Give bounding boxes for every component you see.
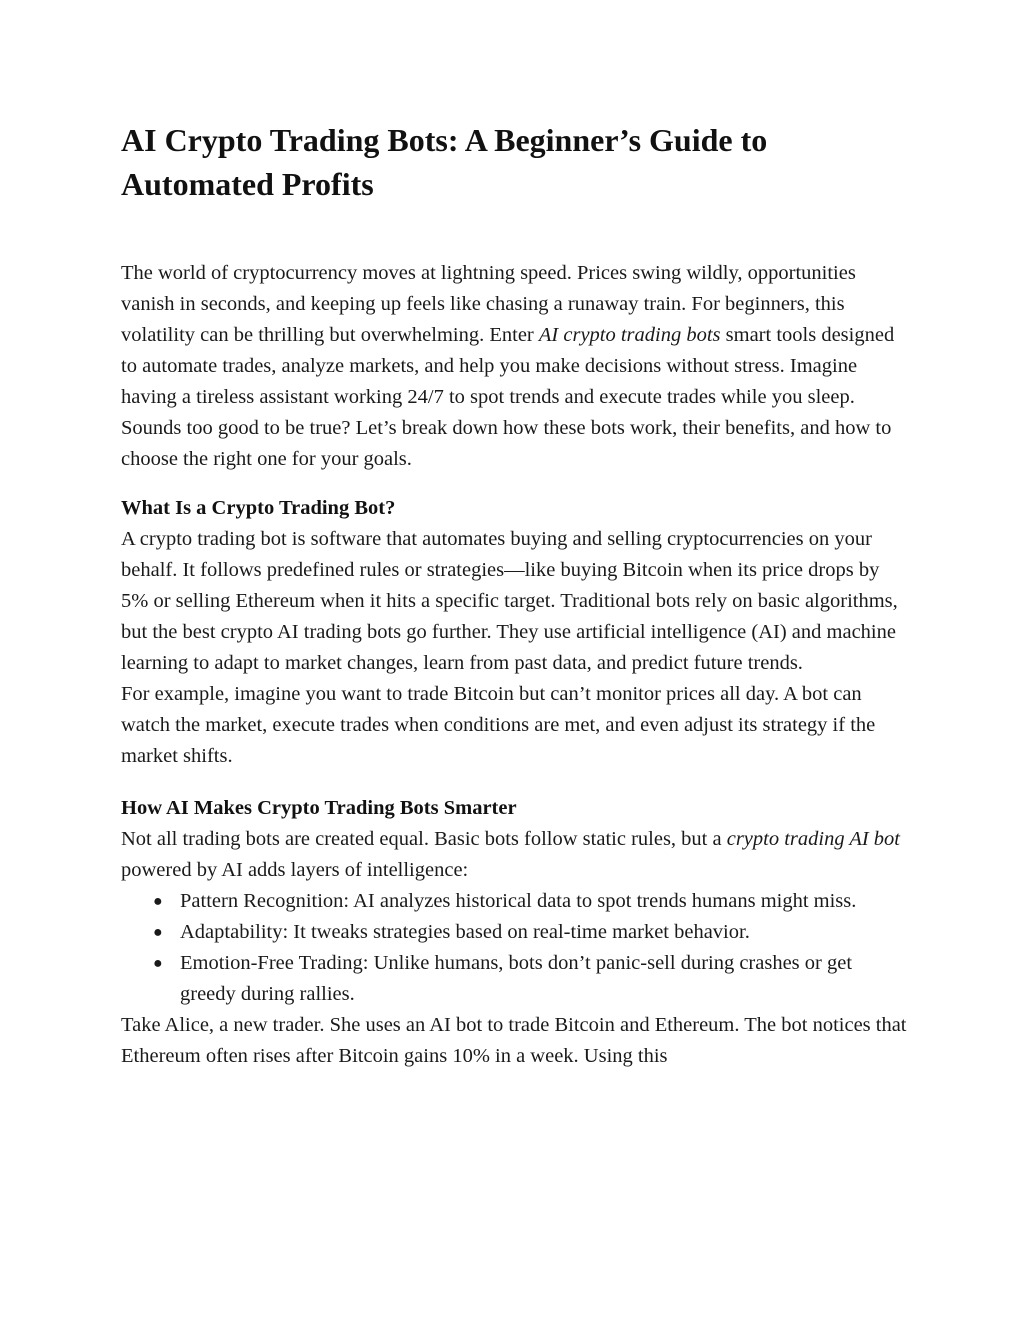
page-title: AI Crypto Trading Bots: A Beginner’s Guide to Automated Profits: [121, 122, 768, 202]
section2-intro-start: Not all trading bots are created equal. Basic bots follow static rules, but a: [121, 828, 727, 850]
section2-keyword: crypto trading AI bot: [726, 828, 901, 850]
section2-intro-end: powered by AI adds layers of intelligence:: [121, 859, 469, 881]
intro-keyword: AI crypto trading bots: [538, 324, 721, 346]
list-item: ● Pattern Recognition: AI analyzes historical data to spot trends humans might miss.: [180, 886, 911, 917]
section1-paragraph-2: For example, imagine you want to trade Bitcoin but can’t monitor prices all day. A bot can watch the market, execute trades when conditions are met, and even adjust its strategy if the market shifts.: [121, 683, 876, 767]
section1-paragraph-1: A crypto trading bot is software that automates buying and selling cryptocurrencies on your behalf. It follows predefined rules or strategies—like buying Bitcoin when its price drops by 5% or selling Ethereum when it hits a specific target. Traditional bots rely on basic algorithms, but the best crypto AI trading bots go further. They use artificial intelligence (AI) and machine learning to adapt to market changes, learn from past data, and predict future trends.: [121, 528, 898, 674]
document-page: [121, 118, 911, 1072]
list-item: ● Emotion-Free Trading: Unlike humans, bots don’t panic-sell during crashes or get greedy during rallies.: [180, 948, 911, 1010]
intro-text-start: The world of cryptocurrency moves at lightning speed. Prices swing wildly, opportunities vanish in seconds, and keeping up feels like chasing a runaway train. For beginners, this volatility can be thrilling but overwhelming. Enter: [121, 262, 856, 346]
feature-list: [121, 886, 911, 1010]
section-heading-how-ai: How AI Makes Crypto Trading Bots Smarter: [121, 797, 517, 819]
section2-intro-paragraph: [121, 824, 911, 886]
section2-example-paragraph: Take Alice, a new trader. She uses an AI bot to trade Bitcoin and Ethereum. The bot notices that Ethereum often rises after Bitcoin gains 10% in a week. Using this: [121, 1014, 907, 1067]
list-item: ● Adaptability: It tweaks strategies based on real-time market behavior.: [180, 917, 911, 948]
intro-paragraph: [121, 258, 911, 475]
section-heading-what-is: What Is a Crypto Trading Bot?: [121, 497, 396, 519]
intro-text-end: smart tools designed to automate trades, analyze markets, and help you make decisions without stress. Imagine having a tireless assistant working 24/7 to spot trends and execute trades while you sleep. Sounds too good to be true? Let’s break down how these bots work, their benefits, and how to choose the right one for your goals.: [121, 324, 895, 470]
